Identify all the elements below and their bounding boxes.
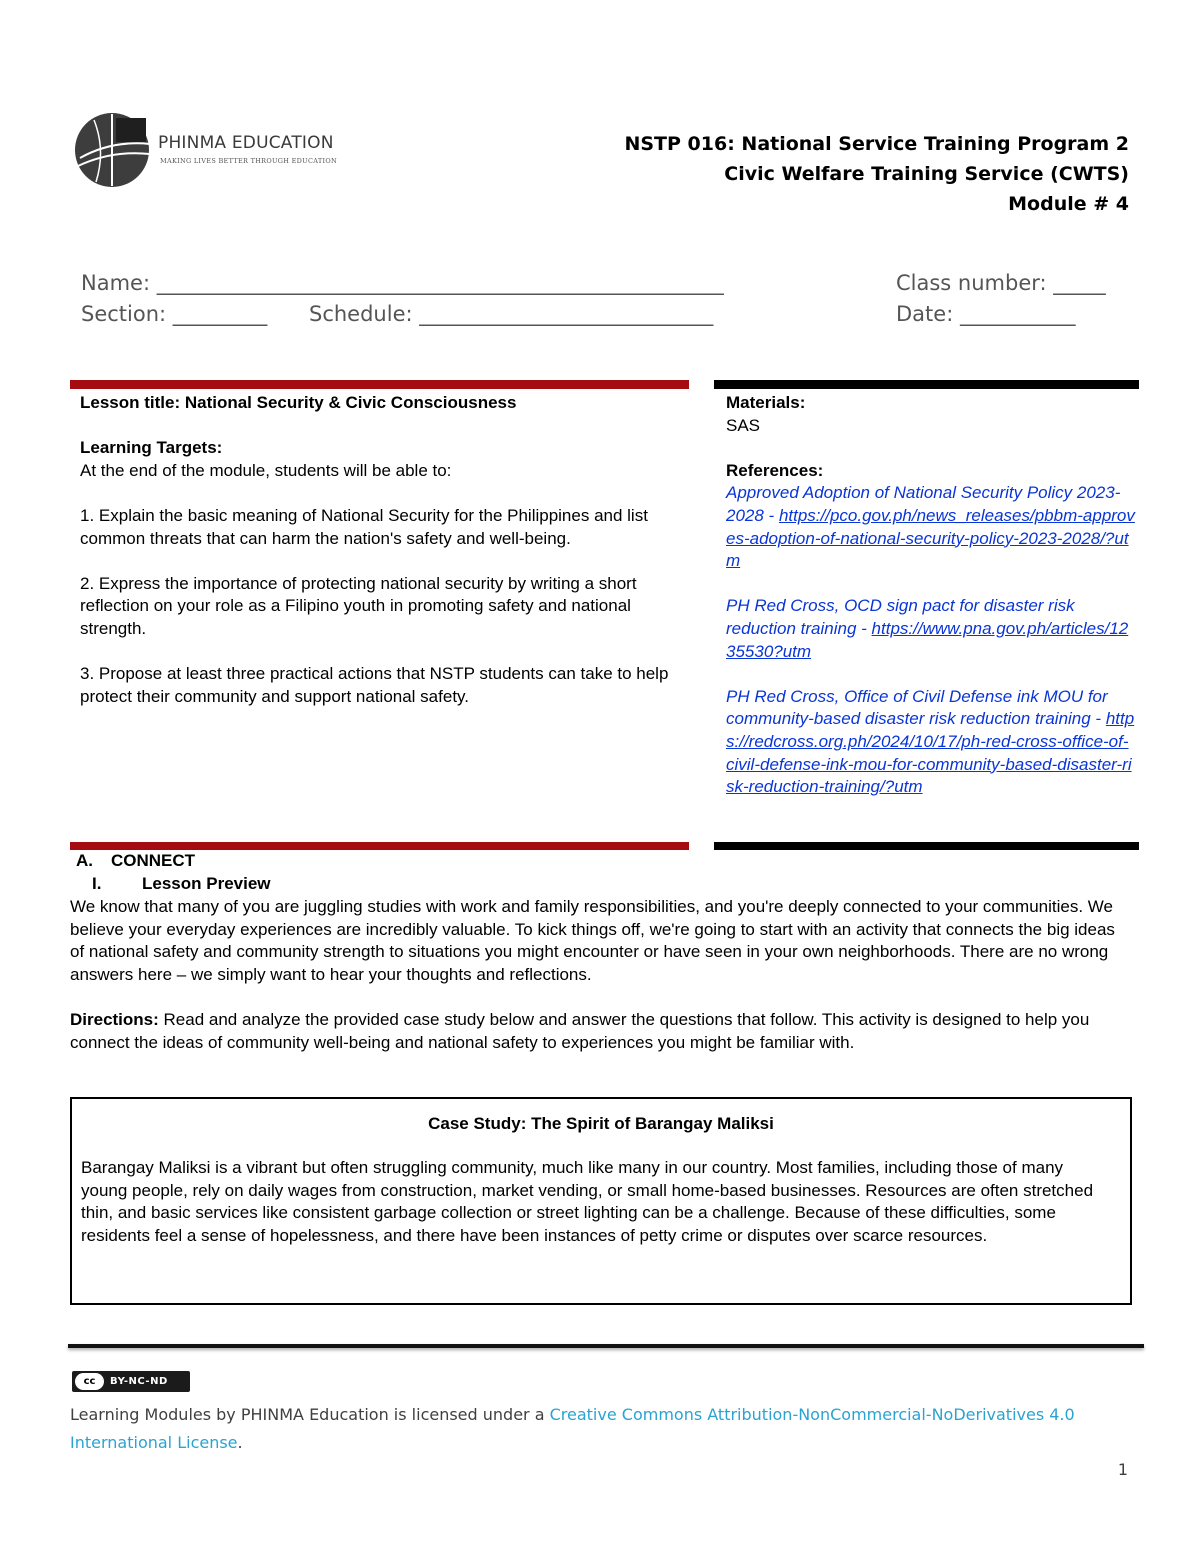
reference-3-link[interactable]: https://redcross.org.ph/2024/10/17/ph-red-cross-office-of-civil-defense-ink-mou-for-community-based-disaster-risk-reduction-training/?utm: [726, 709, 1135, 797]
reference-3-title: PH Red Cross, Office of Civil Defense ink MOU for community-based disaster risk reduction training -: [726, 686, 1108, 729]
lesson-top-bar: [70, 380, 689, 389]
org-tagline: MAKING LIVES BETTER THROUGH EDUCATION: [160, 157, 337, 165]
license-text: [70, 1401, 1130, 1457]
lesson-bottom-bar: [70, 842, 689, 850]
materials-bottom-bar: [714, 842, 1139, 850]
reference-2-link[interactable]: https://www.pna.gov.ph/articles/1235530?utm: [726, 618, 1129, 661]
learning-target-1: 1. Explain the basic meaning of National Security for the Philippines and list common threats that can harm the nation's safety and well-being.: [80, 505, 648, 548]
course-title: NSTP 016: National Service Training Program 2: [624, 133, 1129, 155]
license-link[interactable]: Creative Commons Attribution-NonCommercial-NoDerivatives 4.0 International License: [70, 1405, 1075, 1452]
program-title: Civic Welfare Training Service (CWTS): [724, 163, 1129, 185]
lesson-panel: [80, 392, 680, 708]
learning-target-2: 2. Express the importance of protecting national security by writing a short reflection on your role as a Filipino youth in promoting safety and national strength.: [80, 573, 637, 638]
schedule-field[interactable]: Schedule: ____________________________: [309, 302, 714, 326]
section-connect-letter: A.: [76, 851, 93, 870]
directions-label: Directions:: [70, 1009, 159, 1029]
materials-value: SAS: [726, 415, 761, 435]
page-number: 1: [1117, 1460, 1128, 1479]
lesson-preview-paragraph: We know that many of you are juggling studies with work and family responsibilities, and you're deeply connected to your communities. We believe your everyday experiences are incredibly valuable. To kick things off, we're going to start with an activity that connects the big ideas of national safety and community strength to situations you might encounter or have seen in your own neighborhoods. There are no wrong answers here – we simply want to hear your thoughts and reflections.: [70, 897, 1115, 984]
cc-badge-text: BY-NC-ND: [110, 1376, 168, 1387]
directions-text: Read and analyze the provided case study below and answer the questions that follow. This activity is designed to help you connect the ideas of community well-being and national safety to experiences you might be familiar with.: [70, 1009, 1090, 1052]
case-study-body: Barangay Maliksi is a vibrant but often struggling community, much like many in our country. Most families, including those of many young people, rely on daily wages from construction, market vending, or small home-based businesses. Resources are often stretched thin, and basic services like consistent garbage collection or street lighting can be a challenge. Because of these difficulties, some residents feel a sense of hopelessness, and there have been instances of petty crime or disputes over scarce resources.: [81, 1158, 1094, 1245]
case-study-title: Case Study: The Spirit of Barangay Maliksi: [428, 1114, 774, 1133]
date-field[interactable]: Date: ___________: [896, 302, 1076, 326]
lesson-title: Lesson title: National Security & Civic Consciousness: [80, 393, 517, 412]
materials-heading: Materials:: [726, 393, 806, 412]
reference-1-link[interactable]: https://pco.gov.ph/news_releases/pbbm-approves-adoption-of-national-security-policy-2023-2028/?utm: [726, 505, 1135, 571]
directions-paragraph: [70, 1009, 1132, 1054]
class-number-field[interactable]: Class number: _____: [896, 271, 1106, 295]
learning-targets-intro: At the end of the module, students will be able to:: [80, 460, 452, 480]
case-study-box: [70, 1097, 1132, 1305]
materials-top-bar: [714, 380, 1139, 389]
section-connect-title: CONNECT: [111, 851, 196, 870]
materials-panel: [726, 392, 1136, 799]
learning-targets-heading: Learning Targets:: [80, 438, 223, 458]
license-prefix: Learning Modules by PHINMA Education is licensed under a: [70, 1405, 550, 1424]
learning-target-3: 3. Propose at least three practical actions that NSTP students can take to help protect their community and support national safety.: [80, 664, 669, 706]
references-heading: References:: [726, 460, 824, 480]
lesson-preview-numeral: I.: [92, 874, 102, 893]
lesson-preview-text: [70, 896, 1132, 1054]
reference-2-title: PH Red Cross, OCD sign pact for disaster risk reduction training -: [726, 596, 1075, 638]
footer-divider: [68, 1344, 1144, 1348]
cc-icon: cc: [75, 1373, 104, 1390]
lesson-preview-heading: Lesson Preview: [142, 874, 271, 893]
section-field[interactable]: Section: _________: [81, 302, 268, 326]
name-field[interactable]: Name: ______________________________________________________: [81, 271, 724, 295]
org-name: PHINMA EDUCATION: [158, 133, 334, 153]
license-suffix: .: [237, 1433, 243, 1452]
cc-license-badge[interactable]: [72, 1371, 190, 1392]
reference-1-title: Approved Adoption of National Security Policy 2023-2028 -: [726, 483, 1121, 525]
module-number: Module # 4: [1008, 193, 1129, 215]
